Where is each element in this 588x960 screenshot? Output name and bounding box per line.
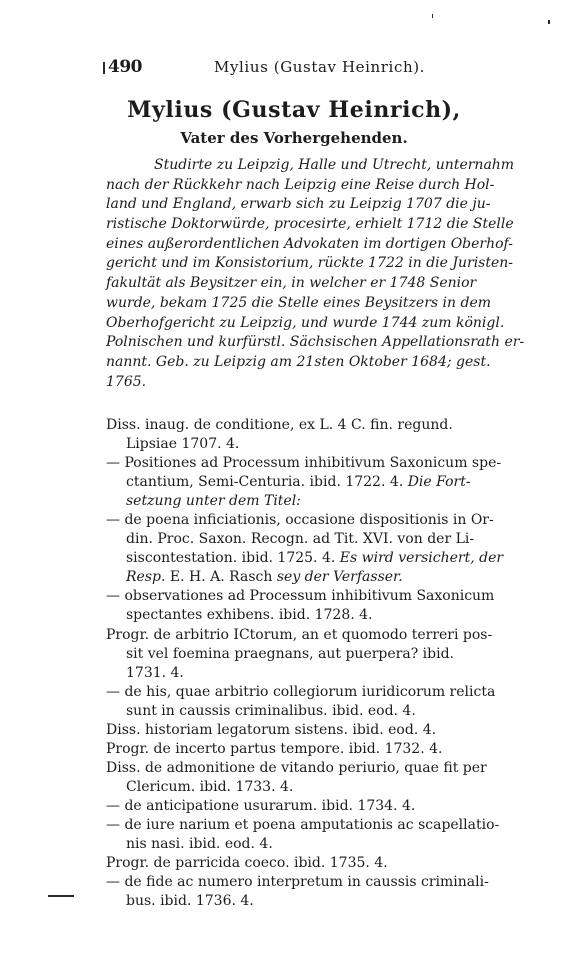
work-line	[106, 797, 546, 816]
work-line	[106, 606, 546, 625]
work-text: — de fide ac numero interpretum in caussis criminali-	[106, 874, 489, 891]
biography-paragraph	[106, 156, 546, 392]
work-text: — de iure narium et poena amputationis ac scapellatio-	[106, 816, 500, 833]
work-line	[106, 626, 546, 645]
work-line	[106, 816, 546, 835]
work-line	[106, 664, 546, 683]
biography-line: eines außerordentlichen Advokaten im dortigen Oberhof-	[106, 235, 513, 252]
work-text: Resp.	[126, 569, 166, 586]
running-head	[108, 57, 468, 79]
work-line	[106, 721, 546, 740]
work-text: Clericum. ibid. 1733. 4.	[126, 778, 294, 795]
scan-speck	[548, 20, 550, 24]
page-number: 490	[108, 57, 142, 77]
work-text: — de poena inficiationis, occasione dispositionis in Or-	[106, 512, 494, 529]
work-text: 1731. 4.	[126, 664, 184, 681]
work-text: sey der Verfasser.	[276, 569, 403, 586]
work-text: — Positiones ad Processum inhibitivum Saxonicum spe-	[106, 455, 502, 472]
work-text: siscontestation. ibid. 1725. 4.	[126, 550, 340, 567]
works-list	[106, 416, 546, 911]
work-text: Es wird versichert, der	[339, 550, 504, 567]
biography-line: Oberhofgericht zu Leipzig, und wurde 1744 zum königl.	[106, 314, 505, 331]
work-text: Die Fort-	[407, 474, 471, 491]
work-line	[106, 683, 546, 702]
work-line	[106, 416, 546, 435]
work-text: nis nasi. ibid. eod. 4.	[126, 836, 273, 853]
scan-speck	[103, 62, 105, 74]
work-text: Diss. de admonitione de vitando periurio, quae fit per	[106, 759, 487, 776]
work-line	[106, 587, 546, 606]
work-text: din. Proc. Saxon. Recogn. ad Tit. XVI. von der Li-	[126, 531, 475, 548]
biography-line: fakultät als Beysitzer ein, in welcher er 1748 Senior	[106, 275, 477, 292]
biography-line: Studirte zu Leipzig, Halle und Utrecht, unternahm	[154, 157, 515, 173]
work-line	[106, 473, 546, 492]
work-text: — de anticipatione usurarum. ibid. 1734. 4.	[106, 797, 416, 814]
work-line	[106, 835, 546, 854]
work-line	[106, 645, 546, 664]
scan-speck	[48, 895, 74, 897]
work-text: Diss. historiam legatorum sistens. ibid. eod. 4.	[106, 721, 437, 738]
work-text: Progr. de parricida coeco. ibid. 1735. 4.	[106, 855, 388, 872]
work-text: ctantium, Semi-Centuria. ibid. 1722. 4.	[126, 474, 408, 491]
work-text: Progr. de incerto partus tempore. ibid. 1732. 4.	[106, 740, 443, 757]
biography-line: land und England, erwarb sich zu Leipzig 1707 die ju-	[106, 196, 491, 213]
work-line	[106, 740, 546, 759]
work-line	[106, 759, 546, 778]
biography-line: ristische Doktorwürde, procesirte, erhielt 1712 die Stelle	[106, 216, 514, 233]
work-text: Progr. de arbitrio ICtorum, an et quomodo terreri pos-	[106, 626, 493, 643]
work-text: spectantes exhibens. ibid. 1728. 4.	[126, 607, 373, 624]
work-line	[106, 530, 546, 549]
work-line	[106, 549, 546, 568]
entry-heading: Mylius (Gustav Heinrich),	[127, 97, 461, 123]
biography-line: nach der Rückkehr nach Leipzig eine Reise durch Hol-	[106, 176, 495, 193]
work-line	[106, 892, 546, 911]
work-line	[106, 454, 546, 473]
biography-line: wurde, bekam 1725 die Stelle eines Beysitzers in dem	[106, 294, 492, 311]
work-line	[106, 568, 546, 587]
work-line	[106, 492, 546, 511]
biography-line: gericht und im Konsistorium, rückte 1722 in die Juristen-	[106, 255, 514, 272]
work-text: setzung unter dem Titel:	[126, 493, 301, 510]
work-line	[106, 854, 546, 873]
running-title: Mylius (Gustav Heinrich).	[214, 58, 426, 76]
work-text: — observationes ad Processum inhibitivum Saxonicum	[106, 588, 495, 605]
work-line	[106, 702, 546, 721]
work-text: Diss. inaug. de conditione, ex L. 4 C. fin. regund.	[106, 417, 453, 433]
work-text: bus. ibid. 1736. 4.	[126, 893, 254, 910]
biography-line: 1765.	[106, 373, 147, 390]
work-text: — de his, quae arbitrio collegiorum iuridicorum relicta	[106, 683, 496, 700]
work-text: sit vel foemina praegnans, aut puerpera? ibid.	[126, 645, 455, 662]
work-line	[106, 511, 546, 530]
work-line	[106, 873, 546, 892]
biography-line: nannt. Geb. zu Leipzig am 21sten Oktober 1684; gest.	[106, 353, 491, 370]
work-line	[106, 778, 546, 797]
work-text: Lipsiae 1707. 4.	[126, 436, 240, 453]
work-line	[106, 435, 546, 454]
work-text: E. H. A. Rasch	[165, 569, 277, 586]
work-text: sunt in caussis criminalibus. ibid. eod. 4.	[126, 702, 416, 719]
biography-line: Polnischen und kurfürstl. Sächsischen Appellationsrath er-	[106, 334, 525, 351]
entry-subheading: Vater des Vorhergehenden.	[180, 129, 408, 147]
scan-speck	[432, 14, 433, 18]
